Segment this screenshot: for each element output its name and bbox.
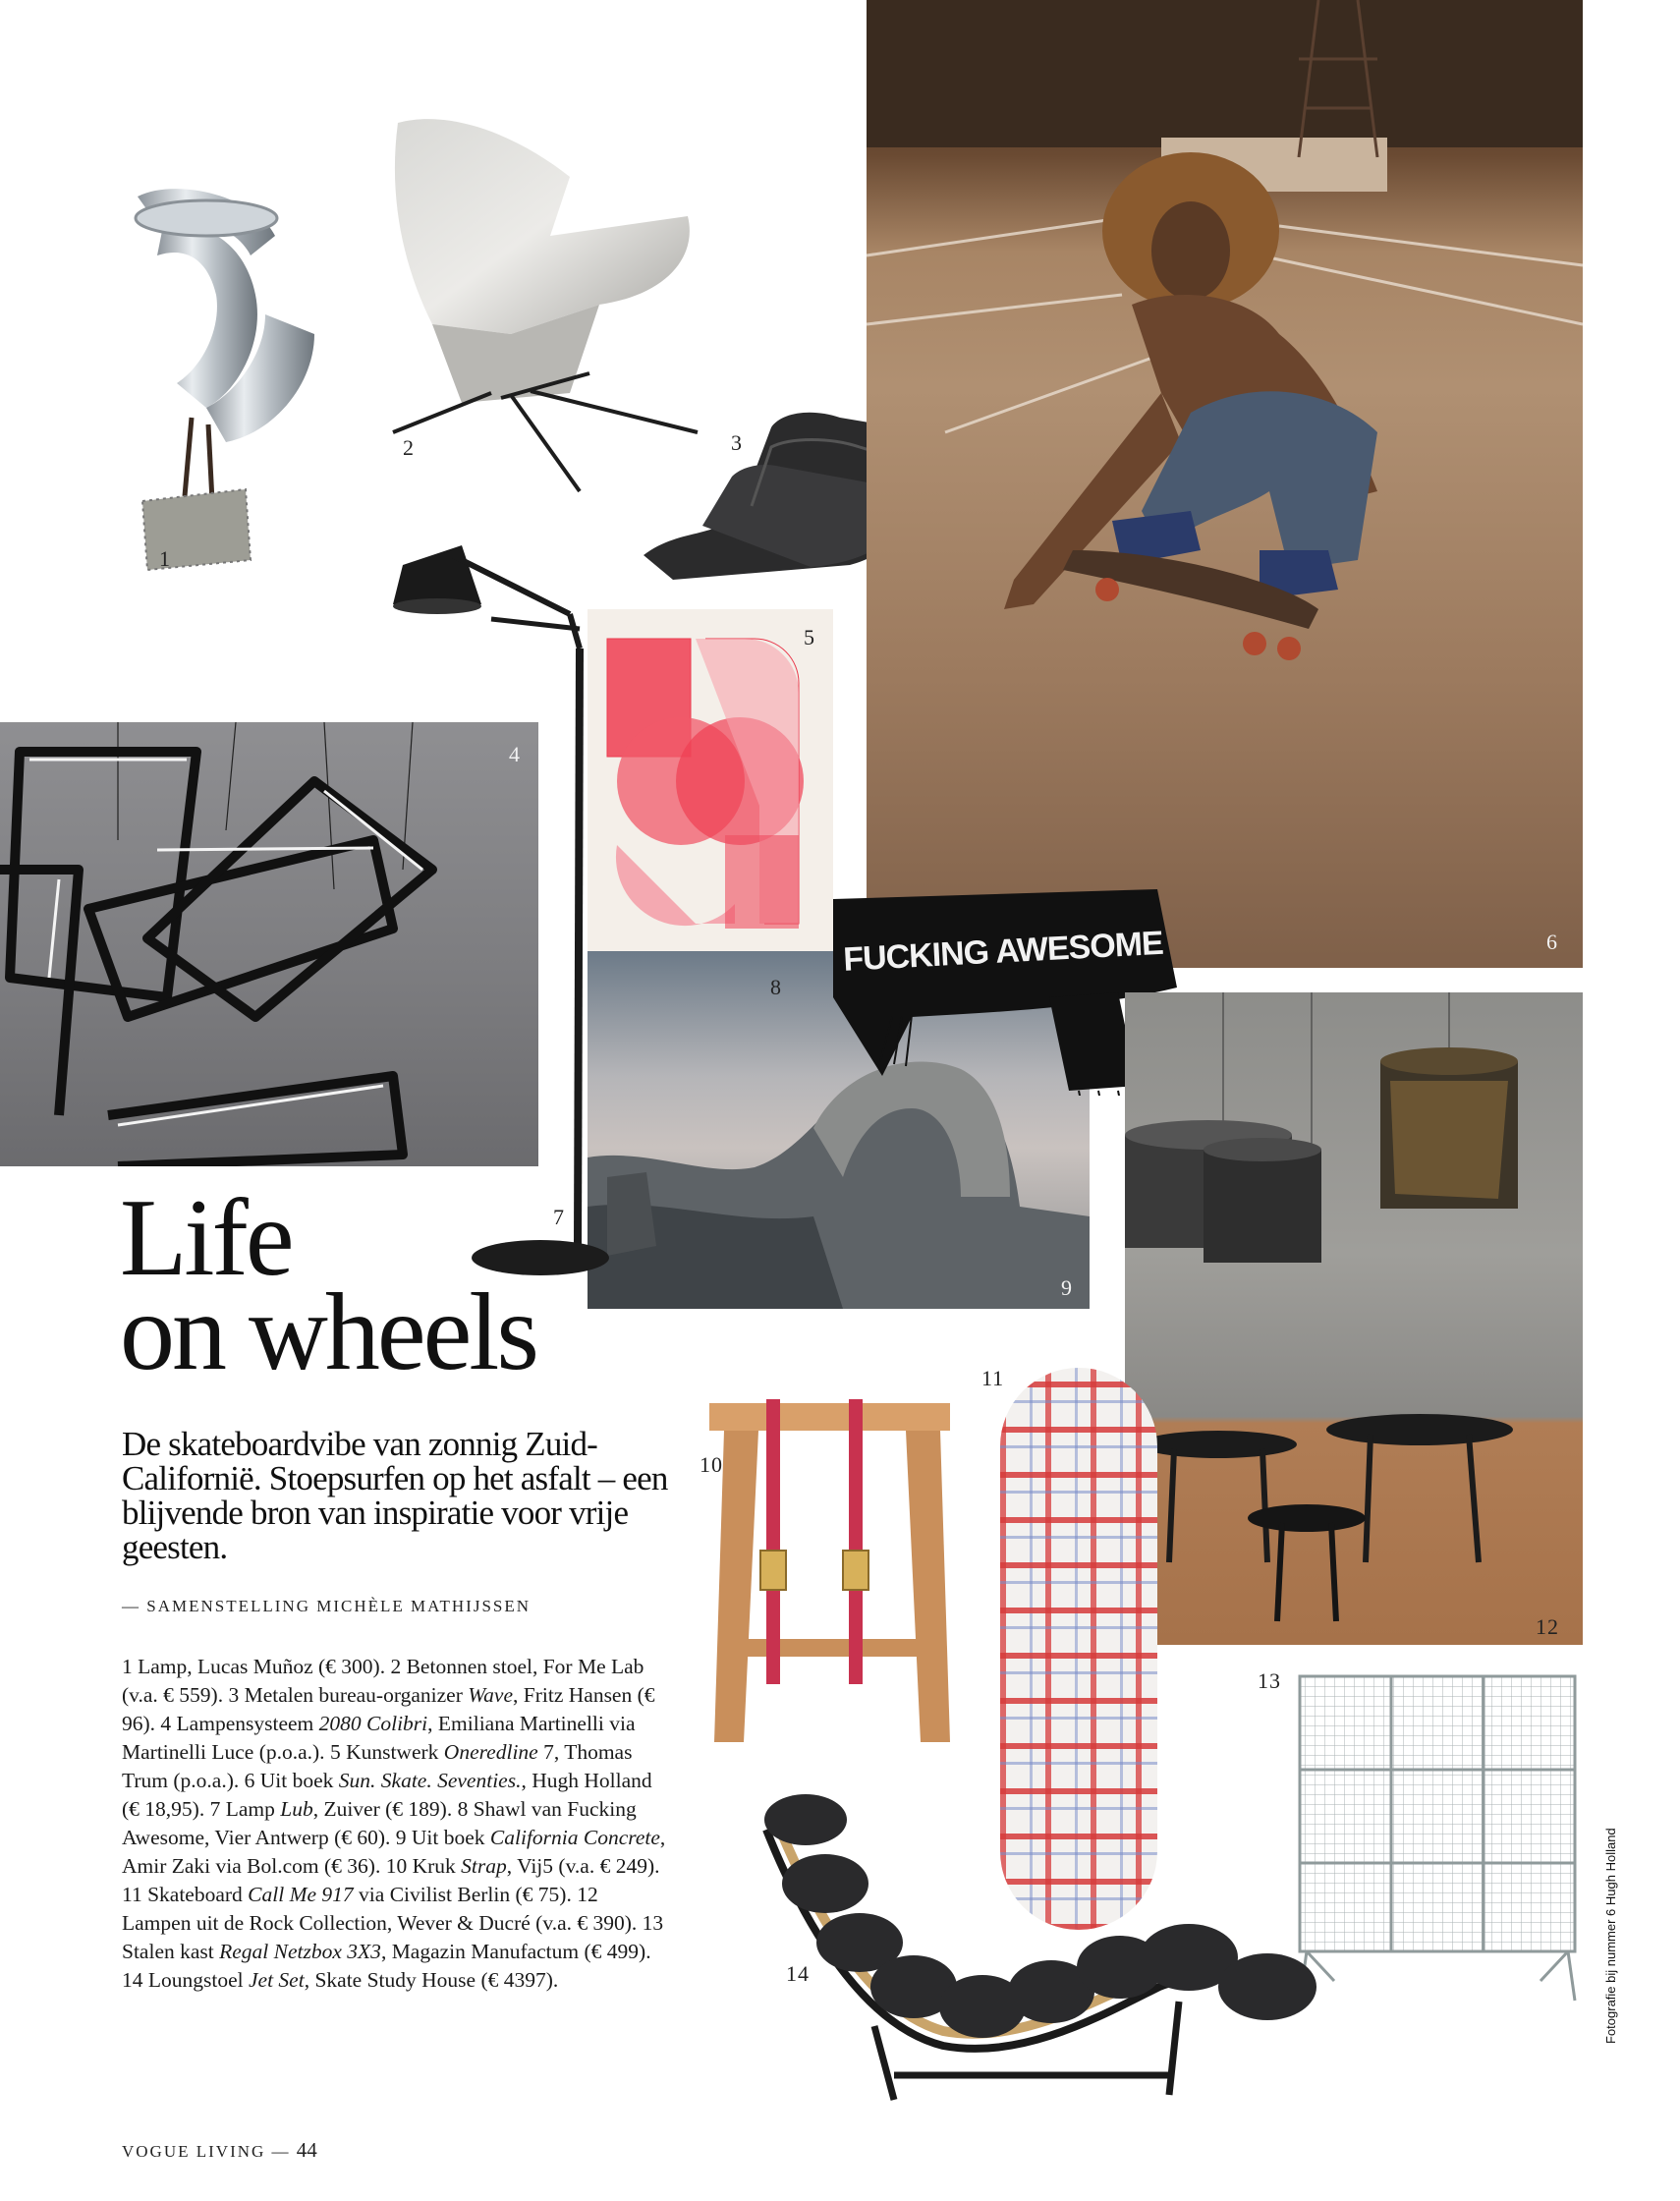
headline-line-2: on wheels bbox=[120, 1271, 537, 1393]
list-item: 10 Kruk Strap, Vij5 (v.a. € 249). bbox=[385, 1854, 660, 1878]
page-folio bbox=[122, 2138, 317, 2163]
page-number: 44 bbox=[296, 2138, 317, 2162]
item-number-11: 11 bbox=[981, 1366, 1005, 1390]
skater-photo bbox=[867, 0, 1583, 968]
item-number-3: 3 bbox=[731, 430, 743, 455]
item-number-5: 5 bbox=[804, 625, 815, 649]
list-item: 14 Loungstoel Jet Set, Skate Study House (€ 4397). bbox=[122, 1968, 559, 1992]
headline-line-1: Life bbox=[120, 1177, 292, 1299]
list-item: 12 Lampen uit de Rock Collection, Wever & Ducré (v.a. € 390). bbox=[122, 1883, 638, 1935]
item-number-13: 13 bbox=[1258, 1668, 1281, 1693]
item-number-4: 4 bbox=[509, 742, 521, 766]
rock-collection-lamps-photo bbox=[1125, 992, 1583, 1645]
item-number-10: 10 bbox=[700, 1452, 723, 1477]
list-item: 7 Lamp Lub, Zuiver (€ 189). bbox=[209, 1797, 453, 1821]
list-item: 11 Skateboard Call Me 917 via Civilist Berlin (€ 75). bbox=[122, 1883, 572, 1906]
strap-stool-image bbox=[700, 1393, 965, 1747]
item-number-9: 9 bbox=[1061, 1275, 1073, 1300]
photo-credit: Fotografie bij nummer 6 Hugh Holland bbox=[1603, 1828, 1618, 2044]
list-item: 3 Metalen bureau-organizer Wave, Fritz Hansen (€ 96). bbox=[122, 1683, 655, 1735]
list-item: 4 Lampensysteem 2080 Colibri, Emiliana Martinelli via Martinelli Luce (p.o.a.). bbox=[122, 1712, 636, 1764]
item-number-1: 1 bbox=[159, 546, 171, 571]
item-number-6: 6 bbox=[1546, 930, 1558, 954]
scarf-text: FUCKING AWESOME bbox=[842, 924, 1164, 979]
magazine-name: VOGUE LIVING bbox=[122, 2142, 266, 2161]
deck: De skateboardvibe van zonnig Zuid-Californië. Stoepsurfen op het asfalt – een blijvende bron van inspiratie voor vrije geesten. bbox=[122, 1425, 668, 1566]
product-list bbox=[122, 1653, 672, 1995]
list-item: 6 Uit boek Sun. Skate. Seventies., Hugh Holland (€ 18,95). bbox=[122, 1769, 652, 1821]
headline bbox=[120, 1177, 537, 1393]
jet-set-lounge-chair-image bbox=[747, 1780, 1346, 2105]
item-number-2: 2 bbox=[403, 435, 415, 460]
list-item: 5 Kunstwerk Oneredline 7, Thomas Trum (p.o.a.). bbox=[122, 1740, 633, 1792]
byline-credit: — SAMENSTELLING MICHÈLE MATHIJSSEN bbox=[122, 1597, 532, 1615]
list-item: 13 Stalen kast Regal Netzbox 3X3, Magazin Manufactum (€ 499). bbox=[122, 1911, 664, 1963]
duct-lamp-image bbox=[118, 167, 324, 580]
item-number-12: 12 bbox=[1536, 1614, 1559, 1639]
lub-floor-lamp-image bbox=[383, 506, 619, 1292]
item-number-14: 14 bbox=[786, 1961, 810, 1986]
item-number-8: 8 bbox=[770, 975, 782, 999]
list-item: 1 Lamp, Lucas Muñoz (€ 300). bbox=[122, 1655, 386, 1678]
list-item: 8 Shawl van Fucking Awesome, Vier Antwerp (€ 60). bbox=[122, 1797, 637, 1849]
folio-dash: — bbox=[271, 2142, 291, 2161]
list-item: 2 Betonnen stoel, For Me Lab (v.a. € 559). bbox=[122, 1655, 644, 1707]
list-item: 9 Uit boek California Concrete, Amir Zaki via Bol.com (€ 36). bbox=[122, 1826, 666, 1878]
item-number-7: 7 bbox=[553, 1205, 565, 1229]
oneredline-artwork bbox=[588, 609, 833, 953]
